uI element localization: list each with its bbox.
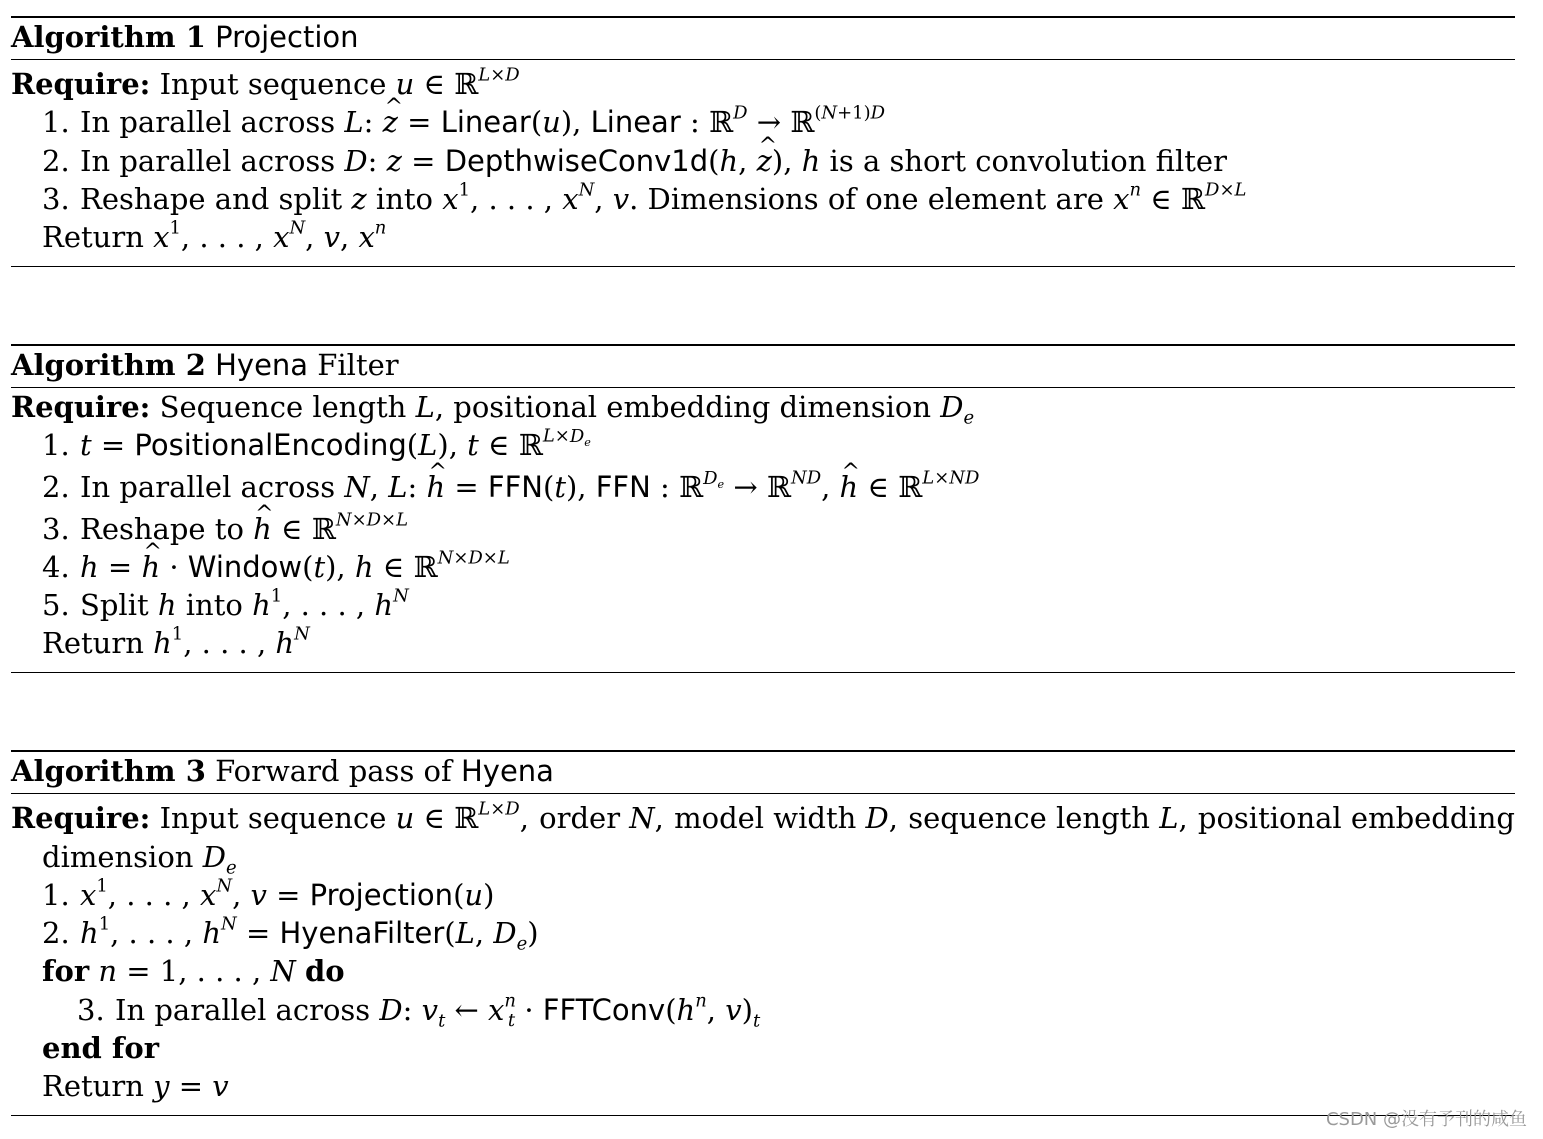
algorithm-1-step-3: 3. Reshape and split z into $x^1$, . . . , $x^N$, v. Dimensions of one element are $x^n$ ∈ ℝ$^{D\times L}$ [42, 179, 1247, 216]
algorithm-2-require: Require: Sequence length L, positional embedding dimension $D_e$ [11, 390, 975, 429]
algorithm-2-return: Return $h^1$, . . . , $h^N$ [42, 623, 310, 660]
top-rule [11, 16, 1515, 18]
bottom-rule [11, 672, 1515, 673]
header-rule [11, 59, 1515, 60]
top-rule [11, 344, 1515, 346]
algorithm-3-step-2: 2. $h^1$, . . . , $h^N$ = HyenaFilter(L, $D_e$) [42, 913, 539, 955]
bottom-rule [11, 1115, 1515, 1116]
algorithm-3-step-3: 3. In parallel across D: $v_t$ ← $x^n_t$ · $FFTConv(h^n$, $v)_t$ [77, 990, 761, 1032]
algorithm-1-step-2: 2. In parallel across D: z = DepthwiseConv1d(h, ^ z), h is a short convolution filter [42, 143, 1227, 179]
algorithm-3-end-for: end for [42, 1031, 160, 1065]
algorithm-2-header: Algorithm 2 Hyena Filter [11, 348, 399, 382]
algorithm-3-header: Algorithm 3 Forward pass of Hyena [11, 754, 554, 788]
algorithm-1-require: Require: Input sequence u ∈ ℝ$^{L\times D}$ [11, 64, 520, 101]
algorithm-3-require: Require: Input sequence u ∈ ℝ$^{L\times D}$, order N, model width D, sequence length L, positional embedding [11, 798, 1515, 835]
watermark: CSDN @没有予刊的咸鱼 [1325, 1109, 1527, 1130]
algorithm-1-header: Algorithm 1 Projection [11, 20, 359, 54]
algorithm-1-step-1: 1. In parallel across L: ^ z = Linear(u), Linear : ℝ$^D$ → ℝ$^{(N+1)D}$ [42, 104, 885, 140]
algorithm-2-step-2: 2. In parallel across N, L: ^ h = FFN(t), FFN : ℝ$^{D_e}$ → ℝ$^{ND}$, ^ h ∈ ℝ$^{L\times ND}$ [42, 469, 979, 505]
algorithm-2-step-3: 3. Reshape to ^ h ∈ ℝ$^{N\times D\times L}$ [42, 511, 408, 547]
algorithm-3-return: Return y = v [42, 1069, 229, 1103]
algorithm-2-step-1: 1. t = PositionalEncoding(L), t ∈ ℝ$^{L\times D_e}$ [42, 425, 591, 462]
algorithm-3-for: for n = 1, . . . , N do [42, 954, 345, 988]
algorithm-3-step-1: 1. $x^1$, . . . , $x^N$, v = Projection(u) [42, 875, 495, 912]
header-rule [11, 387, 1515, 388]
top-rule [11, 750, 1515, 752]
algorithm-2-step-5: 5. Split h into $h^1$, . . . , $h^N$ [42, 585, 409, 622]
algorithm-1-return: Return $x^1$, . . . , $x^N$, v, $x^n$ [42, 217, 387, 254]
header-rule [11, 793, 1515, 794]
algorithm-2-step-4: 4. h = ^ h · Window(t), h ∈ ℝ$^{N\times D\times L}$ [42, 549, 510, 585]
bottom-rule [11, 266, 1515, 267]
algorithm-3-require-cont: dimension $D_e$ [42, 840, 237, 879]
